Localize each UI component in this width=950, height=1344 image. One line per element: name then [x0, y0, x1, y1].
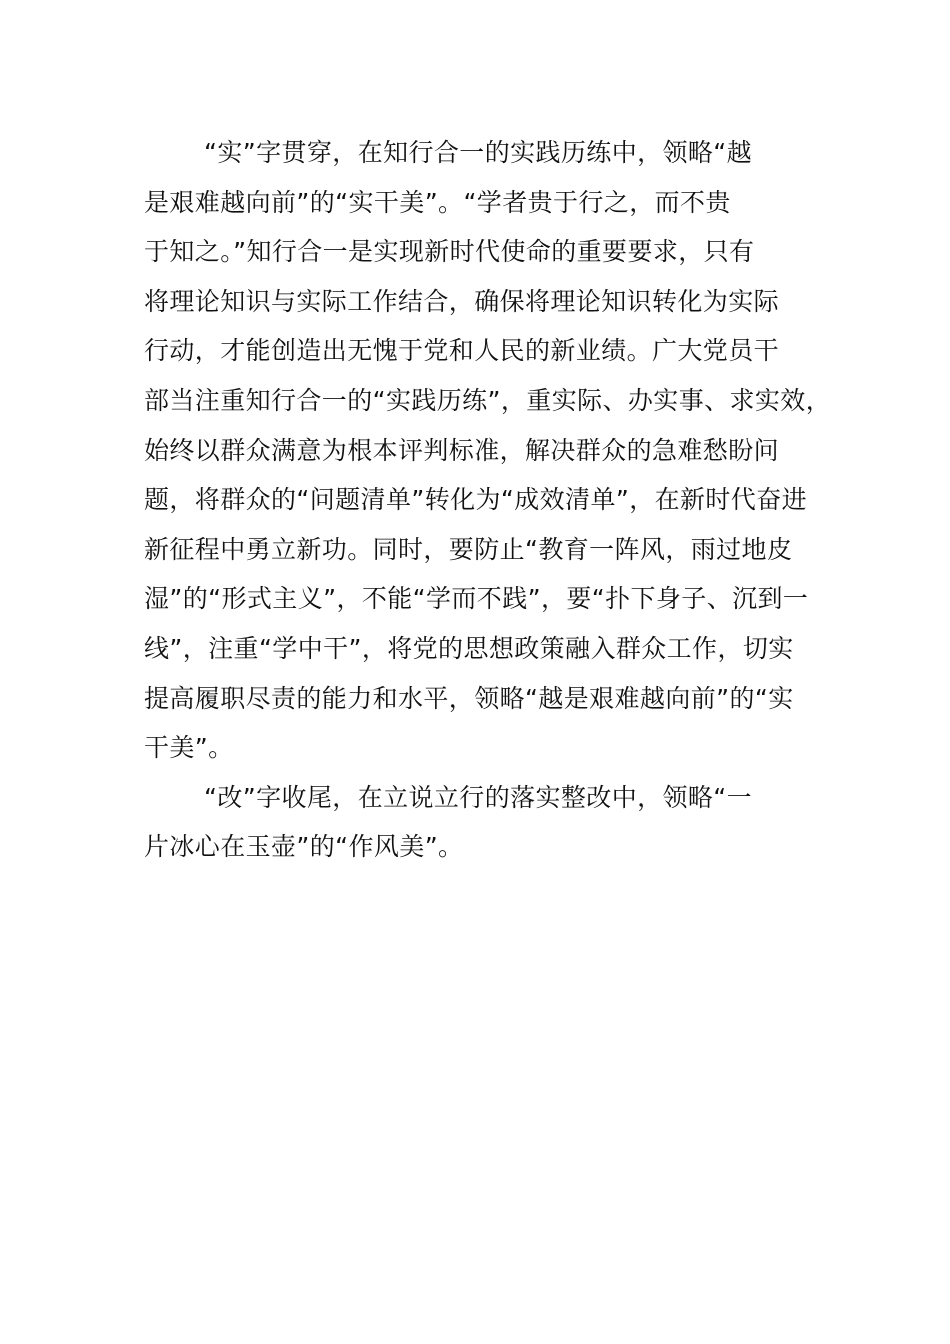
- text-line: 片冰心在玉壶”的“作风美”。: [144, 832, 464, 862]
- text-line: 干美”。: [144, 733, 234, 763]
- text-line: 将理论知识与实际工作结合，确保将理论知识转化为实际: [144, 286, 780, 316]
- text-line: 是艰难越向前”的“实干美”。“学者贵于行之，而不贵: [144, 187, 731, 217]
- text-line: “实”字贯穿，在知行合一的实践历练中，领略“越: [204, 138, 753, 167]
- paragraph-gai: [144, 773, 814, 872]
- text-line: “改”字收尾，在立说立行的落实整改中，领略“一: [204, 782, 753, 812]
- text-line: 湿”的“形式主义”，不能“学而不践”，要“扑下身子、沉到一: [144, 584, 809, 614]
- text-line: 提高履职尽责的能力和水平，领略“越是艰难越向前”的“实: [144, 683, 794, 713]
- text-line: 新征程中勇立新功。同时，要防止“教育一阵风，雨过地皮: [144, 534, 793, 564]
- text-line: 始终以群众满意为根本评判标准，解决群众的急难愁盼问: [144, 435, 780, 465]
- document-body: [144, 128, 832, 872]
- text-line: 行动，才能创造出无愧于党和人民的新业绩。广大党员干: [144, 336, 780, 366]
- text-line: 题，将群众的“问题清单”转化为“成效清单”，在新时代奋进: [144, 485, 808, 515]
- paragraph-shi: [144, 128, 832, 773]
- text-line: 部当注重知行合一的“实践历练”，重实际、办实事、求实效，: [144, 385, 832, 415]
- text-line: 于知之。”知行合一是实现新时代使命的重要要求，只有: [144, 237, 755, 267]
- text-line: 线”，注重“学中干”，将党的思想政策融入群众工作，切实: [144, 633, 794, 663]
